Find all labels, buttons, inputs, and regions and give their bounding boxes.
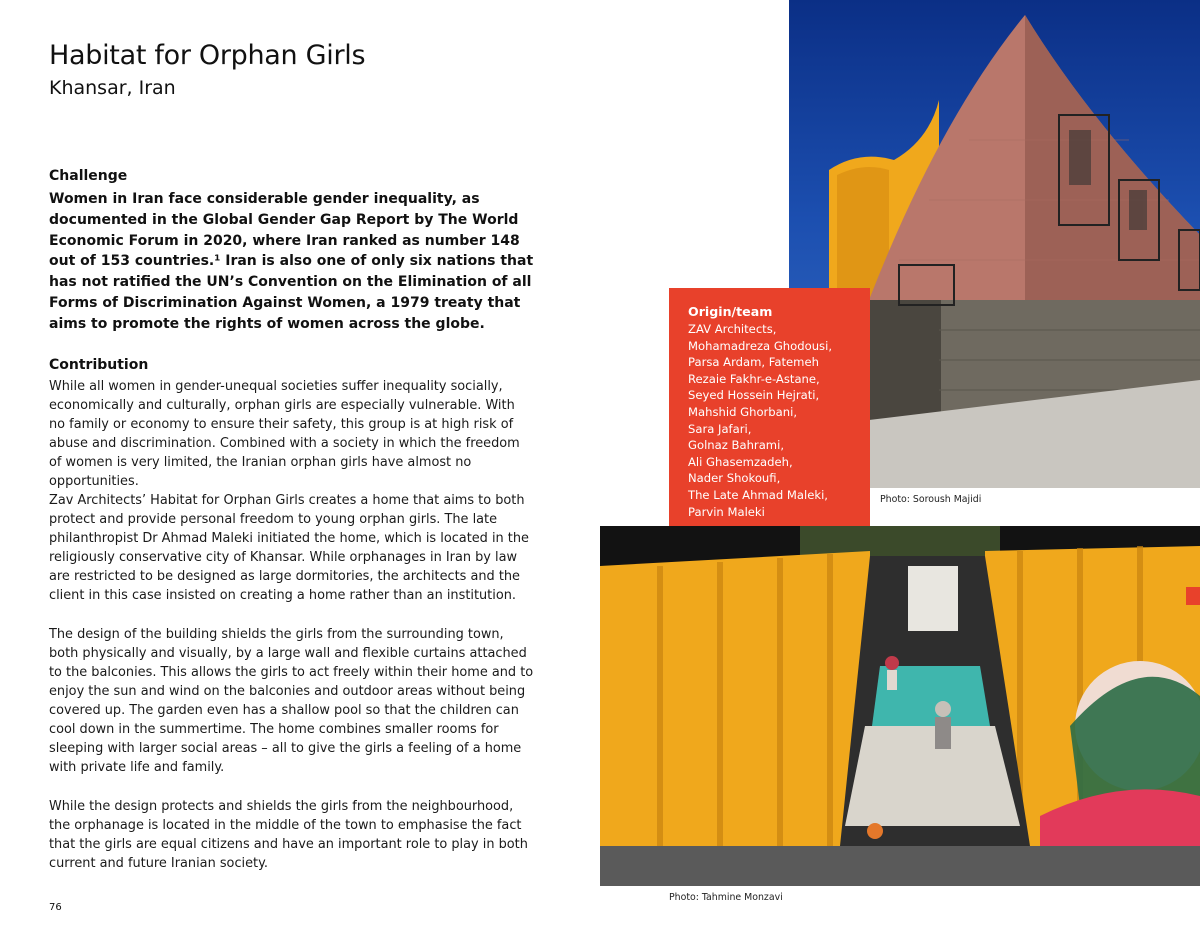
project-location: Khansar, Iran <box>49 77 176 99</box>
challenge-text: Women in Iran face considerable gender inequality, as documented in the Global Gender Gap Report by The World Economic Forum in 2020, where Iran ranked as number 148 out of 153 countries.¹ Iran is also one of only six nations that has not ratified the UN’s Convention on the Elimination of all Forms of Discrimination Against Women, a 1979 treaty that aims to promote the rights of women across the globe. <box>49 191 534 332</box>
team-member-line: Golnaz Bahrami, <box>688 438 784 453</box>
team-member-line: Nader Shokoufi, <box>688 471 781 486</box>
team-member-line: Ali Ghasemzadeh, <box>688 454 793 469</box>
team-member-line: The Late Ahmad Maleki, <box>688 487 828 502</box>
contribution-paragraph-1: While all women in gender-unequal societies suffer inequality socially, economically and culturally, orphan girls are especially vulnerable. With no family or economy to ensure their safety, this group is at high risk of abuse and discrimination. Combined with a society in which the freedom of women is very limited, the Iranian orphan girls have almost no opportunities. <box>49 379 520 489</box>
challenge-heading: Challenge <box>49 168 128 184</box>
origin-team-label: Origin/team <box>688 304 773 319</box>
team-member-line: Sara Jafari, <box>688 421 752 436</box>
bottom-photo-credit: Photo: Tahmine Monzavi <box>669 892 783 903</box>
team-member-line: Parvin Maleki <box>688 504 765 519</box>
contribution-paragraph-4: While the design protects and shields the girls from the neighbourhood, the orphanage is located in the middle of the town to emphasise the fact that the girls are equal citizens and have an important role to play in both current and future Iranian society. <box>49 799 528 871</box>
team-member-line: Parsa Ardam, Fatemeh <box>688 355 819 370</box>
contribution-heading: Contribution <box>49 357 149 373</box>
team-member-line: ZAV Architects, <box>688 322 777 336</box>
chapter-edge-tab <box>1186 587 1200 605</box>
contribution-paragraph-2: Zav Architects’ Habitat for Orphan Girls creates a home that aims to both protect and provide personal freedom to young orphan girls. The late philanthropist Dr Ahmad Maleki initiated the home, which is located in the religiously conservative city of Khansar. While orphanages in Iran by law are restricted to be designed as large dormitories, the architects and the client in this case insisted on creating a home rather than an institution. <box>49 493 529 603</box>
courtyard-photo <box>600 526 1200 886</box>
team-member-line: Seyed Hossein Hejrati, <box>688 388 820 403</box>
team-member-line: Rezaie Fakhr-e-Astane, <box>688 371 820 386</box>
contribution-paragraph-3: The design of the building shields the girls from the surrounding town, both physically and visually, by a large wall and flexible curtains attached to the balconies. This allows the girls to act freely within their home and to enjoy the sun and wind on the balconies and outdoor areas without being covered up. The garden even has a shallow pool so that the children can cool down in the summertime. The home combines smaller rooms for sleeping with larger social areas – all to give the girls a feeling of a home with private life and family. <box>49 627 534 775</box>
team-members <box>688 321 870 520</box>
top-photo-credit: Photo: Soroush Majidi <box>880 494 982 505</box>
courtyard-illustration <box>600 526 1200 886</box>
page-number: 76 <box>49 902 62 913</box>
team-member-line: Mahshid Ghorbani, <box>688 404 798 419</box>
page-title: Habitat for Orphan Girls <box>49 40 366 71</box>
team-member-line: Mohamadreza Ghodousi, <box>688 338 832 353</box>
